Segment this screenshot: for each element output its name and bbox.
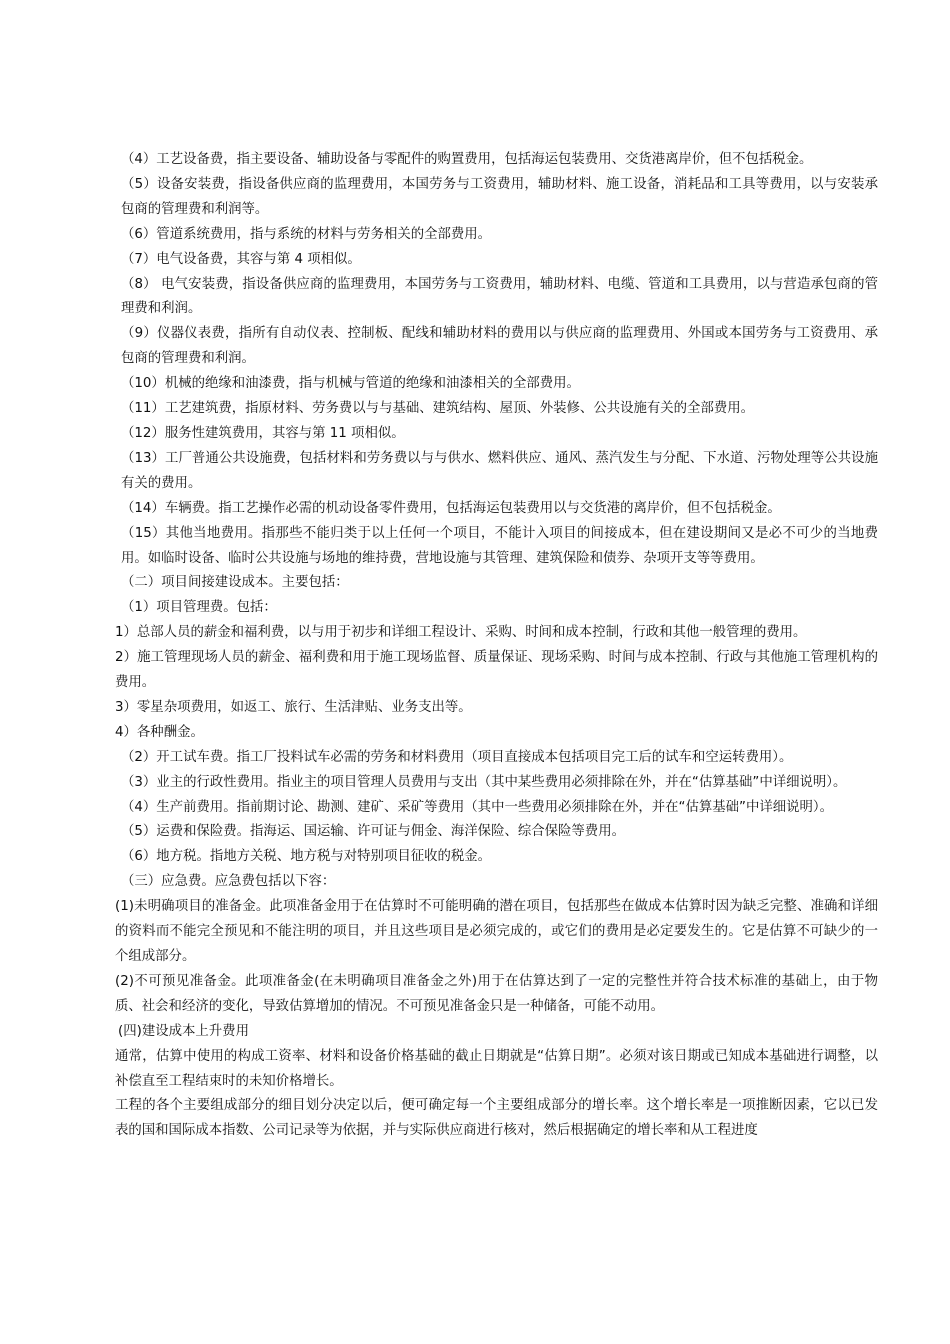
paragraph: （11）工艺建筑费，指原材料、劳务费以与与基础、建筑结构、屋顶、外装修、公共设施有关的全部费用。: [121, 401, 755, 417]
paragraph: （10）机械的绝缘和油漆费，指与机械与管道的绝缘和油漆相关的全部费用。: [121, 376, 580, 392]
section-heading: （二）项目间接建设成本。主要包括：: [121, 575, 349, 591]
paragraph: （8） 电气安装费，指设备供应商的监理费用，本国劳务与工资费用，辅助材料、电缆、管道和工具费用，以与营造承包商的管理费和利润。: [121, 276, 878, 317]
paragraph: （14）车辆费。指工艺操作必需的机动设备零件费用，包括海运包装费用以与交货港的离岸价，但不包括税金。: [121, 500, 781, 516]
document-body: [115, 148, 878, 1144]
paragraph: （5）运费和保险费。指海运、国运输、许可证与佣金、海洋保险、综合保险等费用。: [121, 824, 625, 840]
paragraph: 工程的各个主要组成部分的细目划分决定以后，便可确定每一个主要组成部分的增长率。这个增长率是一项推断因素，它以已发表的国和国际成本指数、公司记录等为依据，并与实际供应商进行核对，然后根据确定的增长率和从工程进度: [115, 1098, 878, 1139]
paragraph: （6）管道系统费用，指与系统的材料与劳务相关的全部费用。: [121, 226, 492, 242]
paragraph: 3）零星杂项费用，如返工、旅行、生活津贴、业务支出等。: [115, 699, 472, 715]
paragraph: （1）项目管理费。包括：: [121, 600, 277, 616]
paragraph: 2）施工管理现场人员的薪金、福利费和用于施工现场监督、质量保证、现场采购、时间与成本控制、行政与其他施工管理机构的费用。: [115, 650, 878, 691]
paragraph: 4）各种酬金。: [115, 724, 204, 740]
paragraph: （2）开工试车费。指工厂投料试车必需的劳务和材料费用（项目直接成本包括项目完工后的试车和空运转费用）。: [121, 749, 793, 765]
paragraph: （5）设备安装费，指设备供应商的监理费用，本国劳务与工资费用，辅助材料、施工设备，消耗品和工具等费用，以与安装承包商的管理费和利润等。: [121, 176, 878, 217]
section-heading: （三）应急费。应急费包括以下容：: [121, 874, 336, 890]
section-heading: (四)建设成本上升费用: [118, 1023, 249, 1039]
paragraph: （7）电气设备费，其容与第 4 项相似。: [121, 251, 361, 267]
paragraph: （4）生产前费用。指前期讨论、勘测、建矿、采矿等费用（其中一些费用必须排除在外，并在“估算基础”中详细说明）。: [121, 799, 834, 815]
paragraph: (1)未明确项目的准备金。此项准备金用于在估算时不可能明确的潜在项目，包括那些在做成本估算时因为缺乏完整、准确和详细的资料而不能完全预见和不能注明的项目，并且这些项目是必须完成的，或它们的费用是必定要发生的。它是估算不可缺少的一个组成部分。: [115, 899, 878, 964]
paragraph: （6）地方税。指地方关税、地方税与对特别项目征收的税金。: [121, 849, 492, 865]
paragraph: (2)不可预见准备金。此项准备金(在未明确项目准备金之外)用于在估算达到了一定的完整性并符合技术标准的基础上，由于物质、社会和经济的变化，导致估算增加的情况。不可预见准备金只是一种储备，可能不动用。: [115, 973, 878, 1014]
paragraph: （4）工艺设备费，指主要设备、辅助设备与零配件的购置费用，包括海运包装费用、交货港离岸价，但不包括税金。: [121, 152, 813, 167]
paragraph: 1）总部人员的薪金和福利费，以与用于初步和详细工程设计、采购、时间和成本控制，行政和其他一般管理的费用。: [115, 625, 807, 641]
paragraph: （15）其他当地费用。指那些不能归类于以上任何一个项目，不能计入项目的间接成本，但在建设期间又是必不可少的当地费用。如临时设备、临时公共设施与场地的维持费，营地设施与其管理、建筑保险和债券、杂项开支等等费用。: [121, 525, 878, 566]
paragraph: （3）业主的行政性费用。指业主的项目管理人员费用与支出（其中某些费用必须排除在外，并在“估算基础”中详细说明）。: [121, 774, 847, 790]
paragraph: （9）仪器仪表费，指所有自动仪表、控制板、配线和辅助材料的费用以与供应商的监理费用、外国或本国劳务与工资费用、承包商的管理费和利润。: [121, 326, 878, 367]
paragraph: （13）工厂普通公共设施费，包括材料和劳务费以与与供水、燃料供应、通风、蒸汽发生与分配、下水道、污物处理等公共设施有关的费用。: [121, 450, 878, 491]
paragraph: （12）服务性建筑费用，其容与第 11 项相似。: [121, 425, 405, 441]
paragraph: 通常，估算中使用的构成工资率、材料和设备价格基础的截止日期就是“估算日期”。必须对该日期或已知成本基础进行调整，以补偿直至工程结束时的未知价格增长。: [115, 1048, 878, 1089]
